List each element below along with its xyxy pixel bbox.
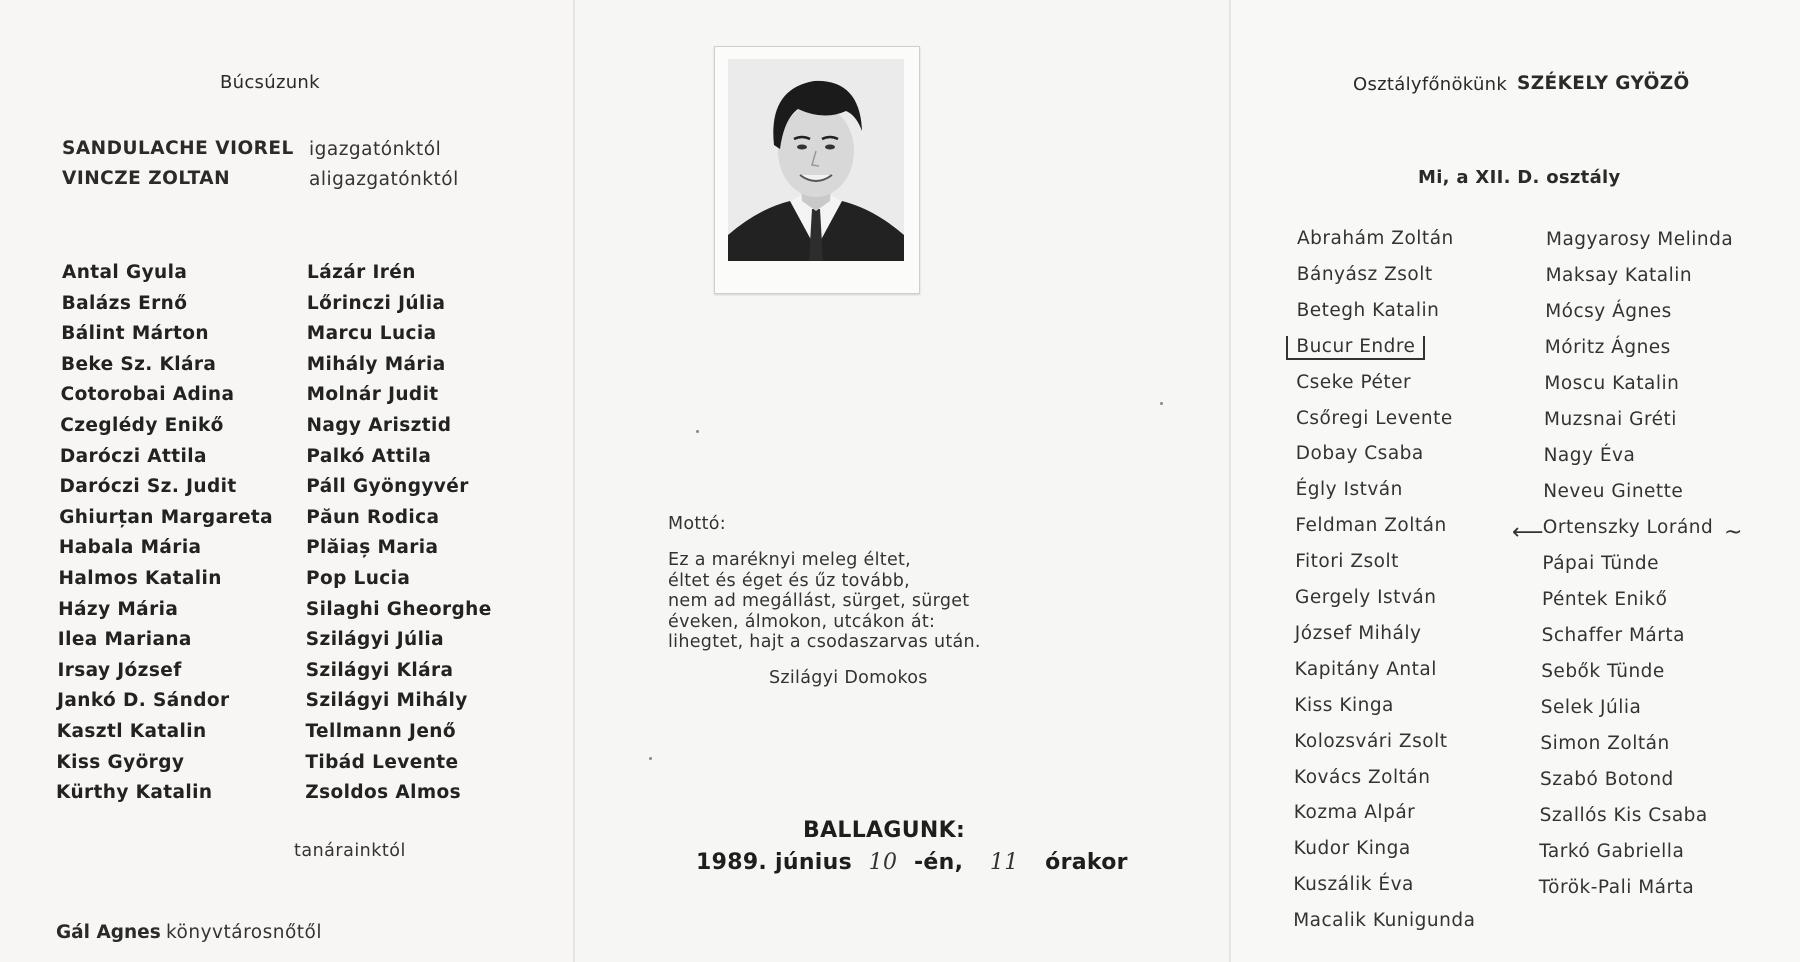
motto-line: éltet és éget és űz tovább, — [668, 570, 911, 591]
vice-principal-name: VINCZE ZOLTAN — [62, 168, 231, 189]
motto-line: lihegtet, hajt a csodaszarvas után. — [668, 632, 981, 652]
motto-label: Mottó: — [668, 514, 726, 534]
student-name: Pápai Tünde — [1542, 553, 1659, 574]
teacher-name: Pop Lucia — [306, 568, 411, 589]
student-name: Bányász Zsolt — [1296, 263, 1433, 285]
motto-line: éveken, álmokon, utcákon át: — [668, 611, 936, 632]
student-name: Péntek Enikő — [1542, 589, 1668, 610]
date-prefix: 1989. június — [696, 850, 853, 875]
ballagunk-heading: BALLAGUNK: — [803, 818, 966, 843]
teacher-name: Ilea Mariana — [57, 629, 192, 651]
motto-author: Szilágyi Domokos — [769, 668, 928, 688]
vice-principal-role: aligazgatónktól — [309, 169, 459, 190]
graduation-date-line — [696, 850, 1128, 875]
student-name: Kudor Kinga — [1293, 838, 1411, 860]
student-name: Abrahám Zoltán — [1297, 228, 1454, 249]
teacher-name: Daróczi Attila — [59, 445, 207, 467]
librarian-role: könyvtárosnőtől — [166, 922, 322, 943]
teacher-name: Bálint Márton — [61, 323, 209, 345]
student-name: Csőregi Levente — [1296, 407, 1453, 429]
teacher-name: Irsay József — [57, 659, 182, 681]
student-name: Kapitány Antal — [1294, 658, 1437, 680]
student-name: Schaffer Márta — [1541, 625, 1685, 646]
student-name: Neveu Ginette — [1543, 481, 1684, 502]
teacher-name: Halmos Katalin — [58, 568, 222, 589]
student-photo-frame — [714, 46, 920, 294]
student-name: Kiss Kinga — [1294, 694, 1394, 716]
teacher-name: Lázár Irén — [307, 262, 416, 283]
teacher-name: Kiss György — [56, 751, 185, 773]
student-name: Gergely István — [1295, 587, 1437, 608]
fold-line-right — [1229, 0, 1231, 962]
teachers-suffix: tanárainktól — [294, 841, 406, 861]
principal-role: igazgatónktól — [309, 139, 442, 160]
student-name: Szabó Botond — [1540, 769, 1674, 790]
student-name: Kuszálik Éva — [1293, 874, 1414, 896]
student-name: Mócsy Ágnes — [1545, 301, 1672, 322]
student-name: Kozma Alpár — [1293, 802, 1416, 824]
class-teacher-label: Osztályfőnökünk — [1353, 74, 1508, 95]
date-mid: -én, — [913, 850, 964, 875]
date-suffix: órakor — [1045, 850, 1128, 875]
teacher-name: Nagy Arisztid — [306, 415, 452, 436]
student-name: József Mihály — [1294, 622, 1422, 644]
margin-mark-right: ~ — [1724, 520, 1743, 545]
student-name: Kolozsvári Zsolt — [1294, 730, 1448, 752]
teacher-name: Antal Gyula — [62, 262, 188, 283]
librarian-name: Gál Agnes — [56, 922, 161, 943]
teacher-name: Balázs Ernő — [61, 292, 188, 314]
class-title: Mi, a XII. D. osztály — [1418, 167, 1621, 188]
teacher-name: Zsoldos Almos — [305, 782, 462, 804]
speck — [649, 757, 652, 760]
teacher-name: Házy Mária — [58, 598, 179, 620]
student-name: Simon Zoltán — [1540, 733, 1670, 754]
teacher-name: Czeglédy Enikő — [60, 415, 224, 436]
date-day-handwritten: 10 — [868, 850, 898, 875]
student-name: Muzsnai Gréti — [1544, 409, 1677, 430]
motto-line: nem ad megállást, sürget, sürget — [668, 591, 970, 611]
teacher-name: Habala Mária — [58, 537, 202, 559]
fold-line-left — [573, 0, 575, 962]
teacher-name: Plăiaș Maria — [306, 537, 439, 559]
date-hour-handwritten: 11 — [989, 850, 1019, 875]
student-name: Fitori Zsolt — [1295, 551, 1399, 573]
student-name: Macalik Kunigunda — [1293, 910, 1476, 932]
speck — [1160, 402, 1163, 405]
student-name: Sebők Tünde — [1541, 661, 1665, 682]
student-name: Maksay Katalin — [1545, 265, 1693, 286]
teacher-name: Palkó Attila — [306, 445, 432, 467]
student-name: Kovács Zoltán — [1294, 766, 1431, 788]
student-name: Égly István — [1295, 479, 1403, 501]
teacher-name: Páll Gyöngyvér — [306, 476, 469, 498]
student-name: Nagy Éva — [1543, 445, 1636, 466]
teacher-name: Szilágyi Klára — [305, 659, 454, 681]
student-name: Szallós Kis Csaba — [1539, 805, 1708, 826]
motto-line: Ez a maréknyi meleg éltet, — [668, 550, 912, 570]
student-portrait-photo — [728, 59, 904, 261]
principal-name: SANDULACHE VIOREL — [62, 138, 294, 159]
student-name: Bucur Endre — [1286, 336, 1425, 360]
teacher-name: Marcu Lucia — [306, 323, 437, 345]
class-teacher-name: SZÉKELY GYÖZÖ — [1517, 73, 1690, 94]
teacher-name: Daróczi Sz. Judit — [59, 476, 237, 498]
teacher-name: Molnár Judit — [306, 384, 439, 406]
student-name: Dobay Csaba — [1295, 443, 1424, 465]
teacher-name: Kürthy Katalin — [56, 782, 213, 804]
student-name: Magyarosy Melinda — [1546, 229, 1734, 250]
student-name: Betegh Katalin — [1296, 299, 1440, 321]
teacher-name: Beke Sz. Klára — [60, 353, 217, 375]
speck — [696, 430, 699, 433]
student-name: Tarkó Gabriella — [1539, 841, 1685, 862]
margin-mark-left: ⟵ — [1512, 520, 1544, 545]
teacher-name: Ghiurțan Margareta — [59, 506, 274, 528]
teacher-name: Jankó D. Sándor — [57, 690, 230, 712]
teacher-name: Szilágyi Mihály — [305, 690, 468, 712]
teacher-name: Szilágyi Júlia — [305, 629, 444, 651]
teacher-name: Silaghi Gheorghe — [305, 598, 492, 620]
student-name: Feldman Zoltán — [1295, 515, 1447, 537]
teacher-name: Cotorobai Adina — [60, 384, 235, 406]
student-name: Ortenszky Loránd — [1542, 517, 1714, 538]
teacher-name: Kasztl Katalin — [56, 721, 207, 742]
student-name: Moscu Katalin — [1544, 373, 1680, 394]
student-name: Török-Pali Márta — [1538, 877, 1695, 898]
farewell-heading: Búcsúzunk — [220, 72, 320, 93]
student-name: Selek Júlia — [1540, 697, 1642, 718]
student-name: Cseke Péter — [1296, 371, 1412, 393]
teacher-name: Tibád Levente — [305, 751, 459, 773]
student-name: Móritz Ágnes — [1544, 337, 1671, 358]
teacher-name: Tellmann Jenő — [305, 721, 456, 742]
teacher-name: Mihály Mária — [306, 353, 446, 375]
teacher-name: Lőrinczi Júlia — [306, 292, 446, 314]
teacher-name: Păun Rodica — [306, 506, 440, 528]
